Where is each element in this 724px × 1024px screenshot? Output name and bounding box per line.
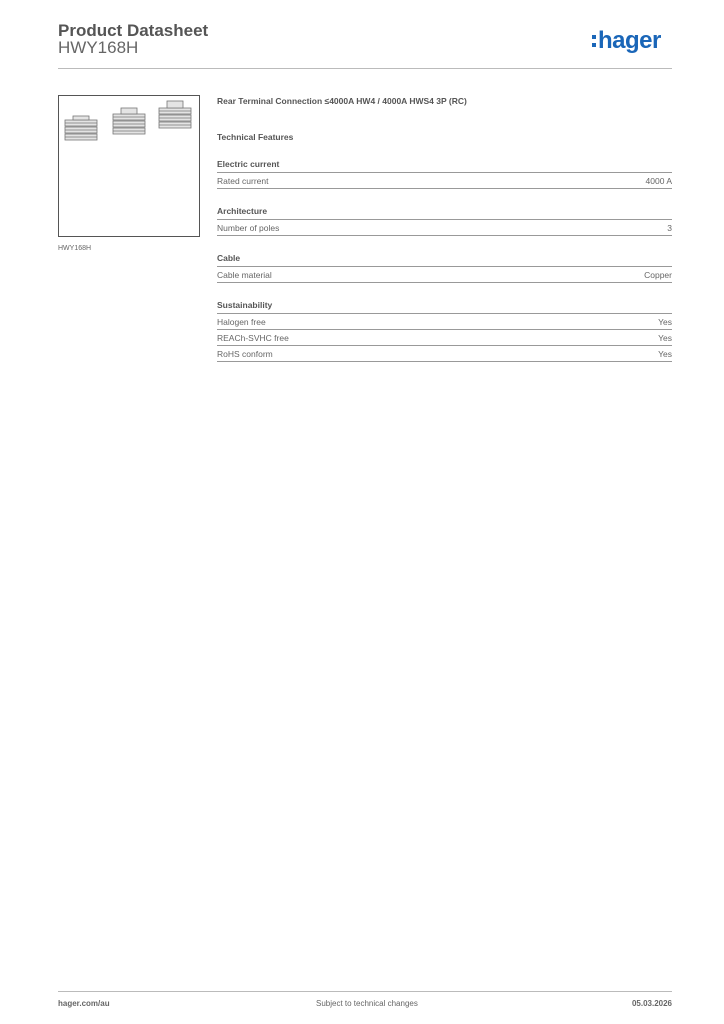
spec-value: Yes bbox=[658, 317, 672, 327]
spec-value: 3 bbox=[667, 223, 672, 233]
product-code-subtitle: HWY168H bbox=[58, 38, 139, 57]
footer-divider bbox=[58, 991, 672, 992]
spec-row bbox=[217, 267, 672, 283]
spec-label: Rated current bbox=[217, 176, 269, 186]
spec-row bbox=[217, 173, 672, 189]
connector-block-right bbox=[159, 101, 191, 128]
product-name: Rear Terminal Connection ≤4000A HW4 / 4000A HWS4 3P (RC) bbox=[217, 96, 467, 106]
spec-value: Copper bbox=[644, 270, 672, 280]
section-electric-current bbox=[217, 159, 672, 189]
section-title: Cable bbox=[217, 253, 672, 267]
spec-label: REACh-SVHC free bbox=[217, 333, 289, 343]
hager-logo bbox=[592, 28, 661, 54]
spec-label: Number of poles bbox=[217, 223, 280, 233]
spec-value: Yes bbox=[658, 349, 672, 359]
spec-row bbox=[217, 346, 672, 362]
section-sustainability bbox=[217, 300, 672, 362]
footer-disclaimer: Subject to technical changes bbox=[316, 999, 418, 1008]
spec-row bbox=[217, 220, 672, 236]
connector-block-middle bbox=[113, 108, 145, 134]
section-cable bbox=[217, 253, 672, 283]
connector-block-left bbox=[65, 116, 97, 140]
terminal-connection-illustration bbox=[59, 96, 199, 236]
section-title: Architecture bbox=[217, 206, 672, 220]
section-architecture bbox=[217, 206, 672, 236]
spec-value: Yes bbox=[658, 333, 672, 343]
logo-colon-mark bbox=[592, 33, 596, 49]
product-image-caption: HWY168H bbox=[58, 245, 92, 252]
spec-row bbox=[217, 330, 672, 346]
product-image bbox=[58, 95, 200, 237]
header-divider bbox=[58, 68, 672, 69]
specifications-panel bbox=[217, 96, 672, 362]
spec-label: RoHS conform bbox=[217, 349, 273, 359]
spec-value: 4000 A bbox=[645, 176, 672, 186]
logo-text: hager bbox=[598, 27, 661, 54]
section-title: Electric current bbox=[217, 159, 672, 173]
spec-row bbox=[217, 314, 672, 330]
spec-label: Cable material bbox=[217, 270, 272, 280]
section-title: Sustainability bbox=[217, 300, 672, 314]
footer-website-link[interactable]: hager.com/au bbox=[58, 999, 110, 1008]
spec-label: Halogen free bbox=[217, 317, 266, 327]
page-title: Product Datasheet bbox=[58, 21, 209, 40]
footer-date: 05.03.2026 bbox=[631, 999, 672, 1008]
technical-features-heading: Technical Features bbox=[217, 132, 294, 142]
